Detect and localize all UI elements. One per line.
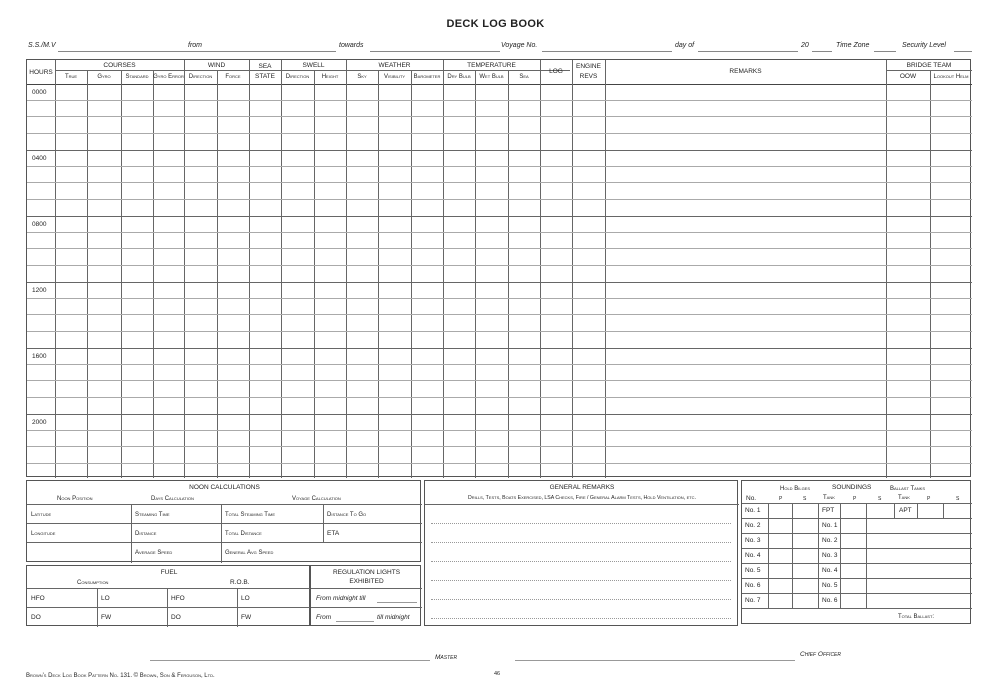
temp-dry-bulb-header: Dry Bulb <box>447 74 471 80</box>
hour-1600: 1600 <box>32 353 47 360</box>
course-gyro-header: Gyro <box>97 74 111 80</box>
footer-publisher: Brown's Deck Log Book Pattern No. 131. © Brown, Son & Ferguson, Ltd. <box>26 673 215 679</box>
tank-p-header-2: P <box>927 496 931 502</box>
fuel-rob-hfo: HFO <box>171 595 185 602</box>
ballast-tanks-label: Ballast Tanks <box>890 486 926 492</box>
tank-no-5: No. 5 <box>822 582 838 589</box>
hold-bilges-label: Hold Bilges <box>780 486 811 492</box>
swell-direction-header: Direction <box>285 74 310 80</box>
lights-from-label: From <box>316 614 332 621</box>
lights-title-1: REGULATION LIGHTS <box>332 569 401 576</box>
course-true-header: True <box>64 74 78 80</box>
courses-header: COURSES <box>103 62 136 69</box>
tank-apt: APT <box>899 507 912 514</box>
fuel-cons-fw: FW <box>101 614 112 621</box>
sea-state-header-2: STATE <box>255 73 275 80</box>
hold-no-4: No. 4 <box>745 552 761 559</box>
general-remarks-box <box>424 480 738 626</box>
sea-state-header-1: SEA <box>258 63 272 70</box>
bridge-lookout-helm-header: Lookout Helm <box>933 74 969 80</box>
tank-header-2: Tank <box>898 495 910 501</box>
bridge-team-header: BRIDGE TEAM <box>906 62 952 69</box>
distance-to-go-label: Distance To Go <box>327 512 367 518</box>
weather-visibility-header: Visibility <box>383 74 406 80</box>
course-standard-header: Standard <box>125 74 149 80</box>
towards-label: towards <box>339 42 364 49</box>
tank-no-4: No. 4 <box>822 567 838 574</box>
total-distance-label: Total Distance <box>225 531 262 537</box>
consumption-label: Consumption <box>77 580 109 586</box>
tank-no-6: No. 6 <box>822 597 838 604</box>
temperature-header: TEMPERATURE <box>467 62 516 69</box>
fuel-title: FUEL <box>160 569 178 576</box>
temp-wet-bulb-header: Wet Bulb <box>479 74 504 80</box>
header-line <box>28 40 972 54</box>
hour-2000: 2000 <box>32 419 47 426</box>
hold-no-3: No. 3 <box>745 537 761 544</box>
wind-header: WIND <box>207 62 226 69</box>
engine-revs-header-2: REVS <box>579 73 598 80</box>
remarks-header: REMARKS <box>729 68 762 75</box>
page-number: 46 <box>494 671 501 677</box>
total-steaming-time-label: Total Steaming Time <box>225 512 276 518</box>
tank-no-1: No. 1 <box>822 522 838 529</box>
eta-label: ETA <box>327 530 340 537</box>
average-speed-label: Average Speed <box>135 550 173 556</box>
hold-s-header: S <box>803 496 807 502</box>
soundings-box <box>741 480 971 624</box>
page-title: DECK LOG BOOK <box>446 18 545 30</box>
tank-s-header-2: S <box>956 496 960 502</box>
fuel-cons-do: DO <box>31 614 41 621</box>
soundings-title: SOUNDINGS <box>832 484 872 491</box>
fuel-rob-fw: FW <box>241 614 252 621</box>
noon-calculations-title: NOON CALCULATIONS <box>189 484 260 491</box>
temp-sea-header: Sea <box>519 74 529 80</box>
hour-0400: 0400 <box>32 155 47 162</box>
hold-no-5: No. 5 <box>745 567 761 574</box>
ss-mv-label: S.S./M.V <box>28 42 56 49</box>
swell-header: SWELL <box>302 62 325 69</box>
engine-revs-header-1: ENGINE <box>576 63 601 70</box>
hold-no-6: No. 6 <box>745 582 761 589</box>
wind-direction-header: Direction <box>188 74 213 80</box>
from-label: from <box>188 42 202 49</box>
tank-fpt: FPT <box>822 507 835 514</box>
fuel-rob-do: DO <box>171 614 181 621</box>
fuel-rob-lo: LO <box>241 595 250 602</box>
regulation-lights-box <box>310 565 421 626</box>
weather-header: WEATHER <box>378 62 411 69</box>
hour-0800: 0800 <box>32 221 47 228</box>
general-avg-speed-label: General Avg Speed <box>225 550 274 556</box>
lights-title-2: EXHIBITED <box>349 578 384 585</box>
tank-s-header-1: S <box>878 496 882 502</box>
tank-p-header-1: P <box>853 496 857 502</box>
hold-p-header: P <box>779 496 783 502</box>
voyage-no-label: Voyage No. <box>501 42 538 49</box>
tank-no-2: No. 2 <box>822 537 838 544</box>
wind-force-header: Force <box>225 74 241 80</box>
fuel-cons-hfo: HFO <box>31 595 45 602</box>
hour-1200: 1200 <box>32 287 47 294</box>
log-header: LOG <box>549 68 563 75</box>
from-midnight-till-label: From midnight till <box>316 595 366 602</box>
bridge-oow-header: OOW <box>899 73 917 80</box>
hour-0000: 0000 <box>32 89 47 96</box>
hold-no-1: No. 1 <box>745 507 761 514</box>
course-gyro-error-header: Gyro Error <box>153 74 184 80</box>
weather-barometer-header: Barometer <box>413 74 441 80</box>
year-label: 20 <box>801 42 809 49</box>
day-of-label: day of <box>675 42 695 49</box>
general-remarks-sub: Drills, Tests, Boats Exercised, LSA Checks, Fire / General Alarm Tests, Hold Ventilation, etc. <box>467 495 697 501</box>
steaming-time-label: Steaming Time <box>135 512 170 518</box>
master-signature-label: Master <box>435 654 458 661</box>
weather-sky-header: Sky <box>357 74 367 80</box>
swell-height-header: Height <box>321 74 339 80</box>
noon-calculations-box <box>26 480 421 562</box>
fuel-cons-lo: LO <box>101 595 110 602</box>
noon-position-label: Noon Position <box>57 496 93 502</box>
longitude-label: Longitude <box>31 531 56 537</box>
log-table <box>26 59 971 477</box>
total-ballast-label: Total Ballast: <box>898 614 935 620</box>
days-calculation-label: Days Calculation <box>151 496 194 502</box>
hours-header: HOURS <box>29 69 53 76</box>
hold-no-2: No. 2 <box>745 522 761 529</box>
latitude-label: Latitude <box>31 512 52 518</box>
hold-no-7: No. 7 <box>745 597 761 604</box>
tank-header-1: Tank <box>823 495 835 501</box>
fuel-box <box>26 565 310 626</box>
hold-no-header: No. <box>746 495 757 502</box>
distance-label: Distance <box>135 531 157 537</box>
voyage-calculation-label: Voyage Calculation <box>292 496 341 502</box>
rob-label: R.O.B. <box>230 579 250 586</box>
tank-no-3: No. 3 <box>822 552 838 559</box>
security-level-label: Security Level <box>902 42 946 49</box>
general-remarks-title: GENERAL REMARKS <box>549 484 615 491</box>
time-zone-label: Time Zone <box>836 42 870 49</box>
till-midnight-label: till midnight <box>377 614 410 621</box>
chief-officer-signature-label: Chief Officer <box>800 651 841 658</box>
